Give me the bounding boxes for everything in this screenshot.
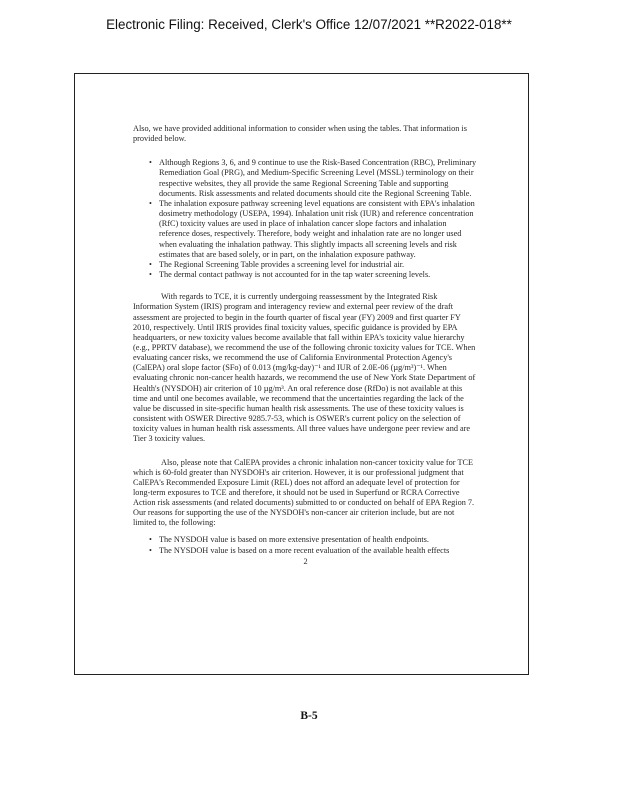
bullet-icon: • (149, 158, 152, 168)
scanned-page (74, 73, 529, 675)
scan-page-number: 2 (303, 556, 308, 566)
tce-paragraph: With regards to TCE, it is currently undergoing reassessment by the Integrated Risk Information System (IRIS) program and interagency review and external peer review of the draft assessment are projected to begin in the fourth quarter of fiscal year (FY) 2009 and first quarter FY 2010, respectively. Until IRIS provides final toxicity values, specific guidance is provided by EPA headquarters, or new toxicity values become available that fall within EPA's toxicity value hierarchy (e.g., PPRTV database), we recommend the use of the following chronic toxicity values for TCE. When evaluating cancer risks, we recommend the use of California Environmental Protection Agency's (CalEPA) oral slope factor (SFo) of 0.013 (mg/kg-day)⁻¹ and IUR of 2.0E-06 (µg/m³)⁻¹. When evaluating chronic non-cancer health hazards, we recommend the use of New York State Department of Health's (NYSDOH) air criterion of 10 µg/m³. An oral reference dose (RfDo) is not available at this time and until one becomes available, we recommend that the uncertainties regarding the lack of the value be discussed in site-specific human health risk assessments. The use of these toxicity values is consistent with OSWER Directive 9285.7-53, which is OSWER's current policy on the selection of toxicity values in human health risk assessments. All three values have undergone peer review and are Tier 3 toxicity values. (133, 292, 476, 444)
list-item: • The dermal contact pathway is not accounted for in the tap water screening levels. (149, 270, 431, 280)
list-item: • The NYSDOH value is based on a more recent evaluation of the available health effects (149, 545, 450, 555)
list-item: • The Regional Screening Table provides a screening level for industrial air. (149, 259, 405, 269)
bullet-icon: • (149, 198, 152, 208)
calepa-paragraph: Also, please note that CalEPA provides a chronic inhalation non-cancer toxicity value for TCE which is 60-fold greater than NYSDOH's air criterion. However, it is our professional judgment that CalEPA's Recommended Exposure Limit (REL) does not afford an adequate level of protection for long-term exposures to TCE and therefore, it should not be used in Superfund or RCRA Corrective Action risk assessments (and related documents) submitted to or conducted on behalf of EPA Region 7. Our reasons for supporting the use of the NYSDOH's non-cancer air criterion include, but are not limited to, the following: (133, 457, 475, 528)
bullet-icon: • (149, 270, 152, 280)
electronic-filing-header: Electronic Filing: Received, Clerk's Office 12/07/2021 **R2022-018** (106, 17, 512, 32)
scanned-text-block (133, 124, 478, 567)
bullet-icon: • (149, 534, 152, 544)
bullet-icon: • (149, 259, 152, 269)
reasons-bullet-list (133, 535, 478, 556)
list-item: • The NYSDOH value is based on more extensive presentation of health endpoints. (149, 534, 429, 544)
page-footer-label: B-5 (300, 710, 318, 722)
intro-paragraph: Also, we have provided additional information to consider when using the tables. That information is provided below. (133, 124, 467, 144)
info-bullet-list (133, 158, 478, 280)
list-item: • The inhalation exposure pathway screening level equations are consistent with EPA's inhalation dosimetry methodology (USEPA, 1994). Inhalation unit risk (IUR) and reference concentration (RfC) toxicity values are used in place of inhalation cancer slope factors and inhalation reference doses, respectively. Therefore, body weight and inhalation rate are no longer used when evaluating the inhalation pathway. This slightly impacts all screening levels and risk estimates that are based solely, or in part, on the inhalation exposure pathway. (149, 198, 475, 259)
bullet-icon: • (149, 545, 152, 555)
list-item: • Although Regions 3, 6, and 9 continue to use the Risk-Based Concentration (RBC), Preliminary Remediation Goal (PRG), and Medium-Specific Screening Level (MSSL) terminology on their respective websites, they all provide the same Regional Screening Table and supporting documents. Risk assessments and related documents should cite the Regional Screening Table. (149, 158, 477, 198)
